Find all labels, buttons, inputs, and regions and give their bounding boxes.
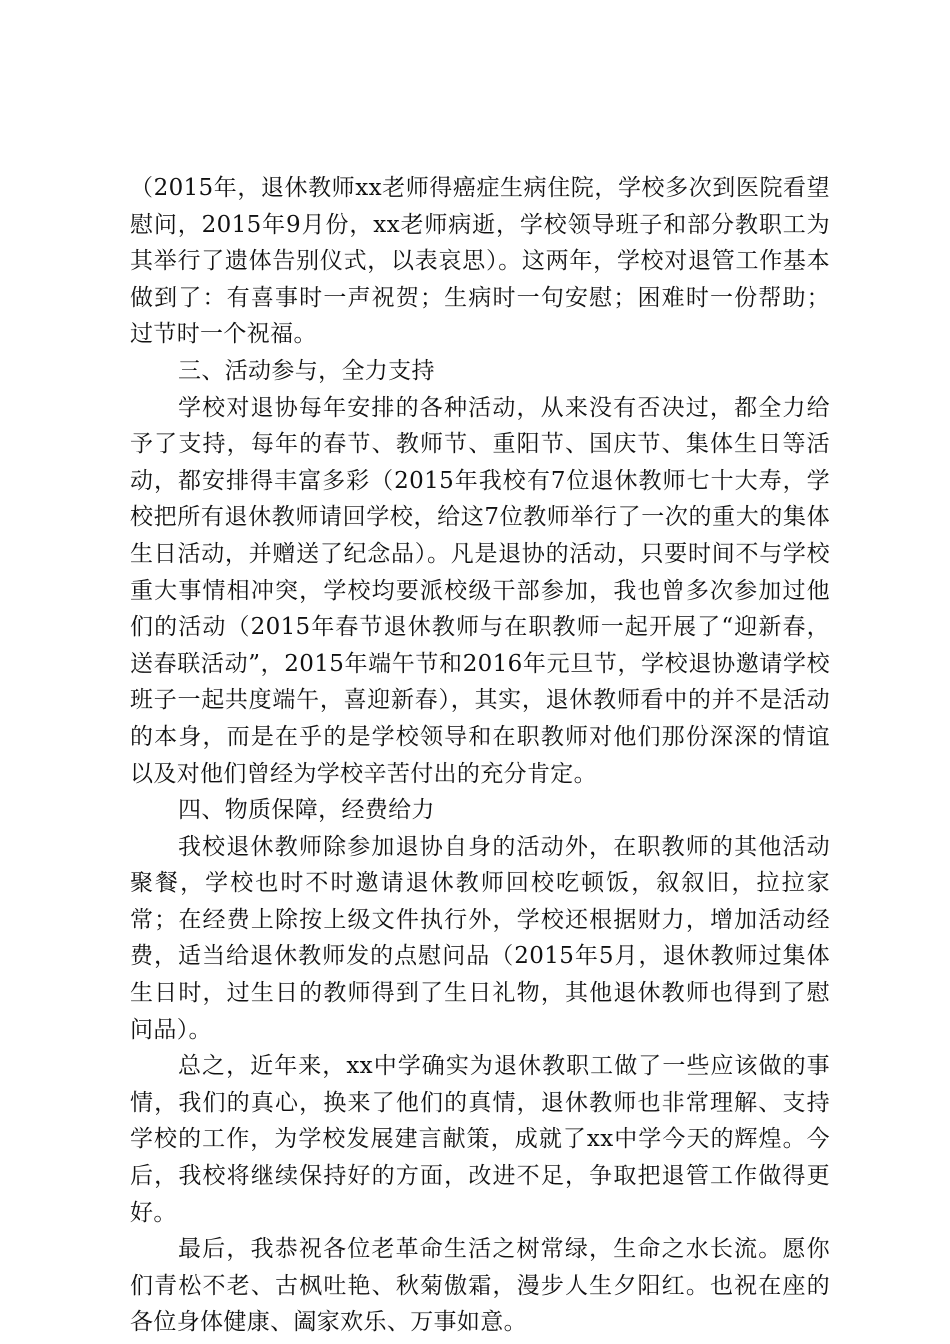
section-heading-funding: 四、物质保障，经费给力 <box>178 797 435 824</box>
section-heading-activities: 三、活动参与，全力支持 <box>178 357 435 384</box>
paragraph-activities: 学校对退协每年安排的各种活动，从来没有否决过，都全力给予了支持，每年的春节、教师节、重阳节、国庆节、集体生日等活动，都安排得丰富多彩（2015年我校有7位退休教师七十大寿，学校把所有退休教师请回学校，给这7位教师举行了一次的重大的集体生日活动，并赠送了纪念品）。凡是退协的活动，只要时间不与学校重大事情相冲突，学校均要派校级干部参加，我也曾多次参加过他们的活动（2015年春节退休教师与在职教师一起开展了“迎新春，送春联活动”，2015年端午节和2016年元旦节，学校退协邀请学校班子一起共度端午，喜迎新春），其实，退休教师看中的并不是活动的本身，而是在乎的是学校领导和在职教师对他们那份深深的情谊以及对他们曾经为学校辛苦付出的充分肯定。 <box>130 394 830 787</box>
paragraph-summary: 总之，近年来，xx中学确实为退休教职工做了一些应该做的事情，我们的真心，换来了他们的真情，退休教师也非常理解、支持学校的工作，为学校发展建言献策，成就了xx中学今天的辉煌。今后，我校将继续保持好的方面，改进不足，争取把退管工作做得更好。 <box>130 1053 830 1226</box>
paragraph-continuation: （2015年，退休教师xx老师得癌症生病住院，学校多次到医院看望慰问，2015年9月份，xx老师病逝，学校领导班子和部分教职工为其举行了遗体告别仪式，以表哀思）。这两年，学校对退管工作基本做到了：有喜事时一声祝贺；生病时一句安慰；困难时一份帮助；过节时一个祝福。 <box>130 175 830 348</box>
paragraph-funding: 我校退休教师除参加退协自身的活动外，在职教师的其他活动聚餐，学校也时不时邀请退休教师回校吃顿饭，叙叙旧，拉拉家常；在经费上除按上级文件执行外，学校还根据财力，增加活动经费，适当给退休教师发的点慰问品（2015年5月，退休教师过集体生日时，过生日的教师得到了生日礼物，其他退休教师也得到了慰问品）。 <box>130 833 830 1043</box>
paragraph-closing: 最后，我恭祝各位老革命生活之树常绿，生命之水长流。愿你们青松不老、古枫吐艳、秋菊傲霜，漫步人生夕阳红。也祝在座的各位身体健康、阖家欢乐、万事如意。 <box>130 1236 830 1336</box>
document-body <box>130 170 830 1341</box>
